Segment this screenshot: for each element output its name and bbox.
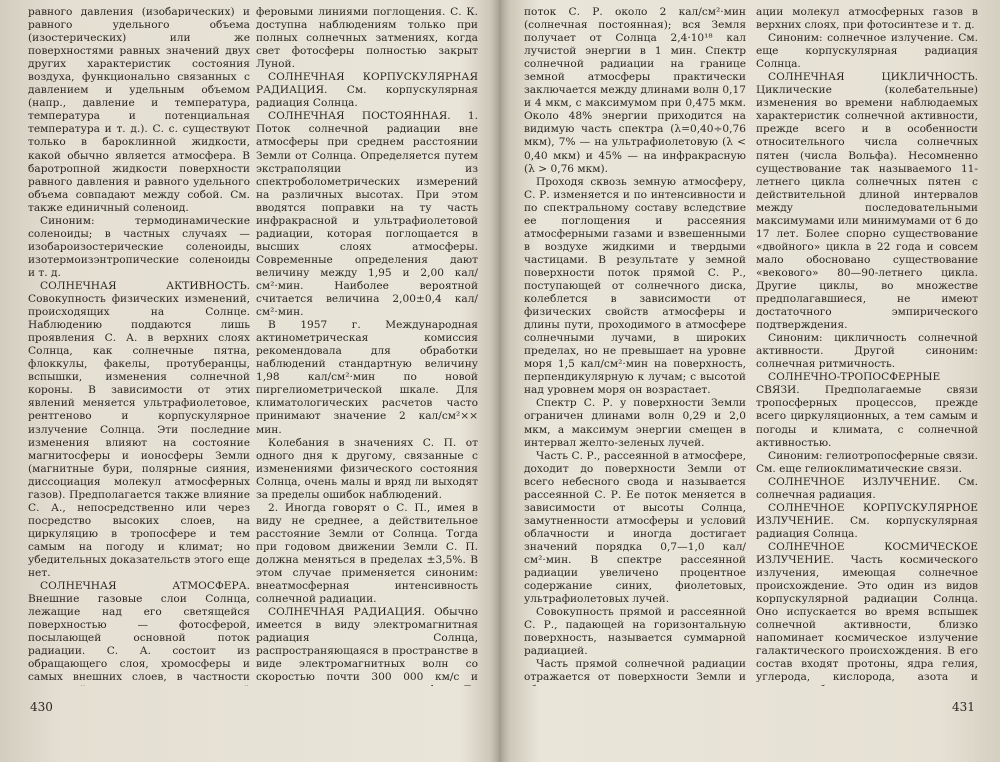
entry-solar-constant: СОЛНЕЧНАЯ ПОСТОЯННАЯ. 1. Поток солнечной радиации вне атмосферы при среднем расстоянии Земли от Солнца. Определяется путем экстраполяции из спектроболометрических измерений на различных высотах. При этом вводятся поправки на ту часть инфракрасной и ультрафиолетовой радиации, которая поглощается в высших слоях атмосферы. Современные определения дают величину между 1,95 и 2,00 кал/см²·мин. Наиболее вероятной считается величина 2,00±0,4 кал/см²·мин.: [256, 110, 478, 319]
entry-solar-emission: СОЛНЕЧНОЕ ИЗЛУЧЕНИЕ. См. солнечная радиация.: [756, 475, 978, 501]
left-page-column-1: [28, 6, 250, 686]
paragraph: В 1957 г. Международная актинометрическая комиссия рекомендовала для обработки наблюдений стандартную величину 1,98 кал/см²·мин по новой пиргелиометрической шкале. Для климатологических расчетов часто принимают значение 2 кал/см²×× мин.: [256, 319, 478, 436]
entry-solar-radiation: СОЛНЕЧНАЯ РАДИАЦИЯ. Обычно имеется в виду электромагнитная радиация Солнца, распространяющаяся в пространстве в виде электромагнитных волн со скоростью почти 300 000 км/с и: [256, 606, 478, 684]
paragraph: Синоним: гелиотропосферные связи. См. еще гелиоклиматические связи.: [756, 449, 978, 475]
paragraph: Часть прямой солнечной радиации отражается от поверхности Земли и: [524, 658, 746, 684]
entry-solar-corpuscular-emission: СОЛНЕЧНОЕ КОРПУСКУЛЯРНОЕ ИЗЛУЧЕНИЕ. См. корпускулярная радиация Солнца.: [756, 501, 978, 540]
paragraph: Совокупность прямой и рассеянной С. Р., падающей на горизонтальную поверхность, называется суммарной радиацией.: [524, 606, 746, 658]
paragraph: Синоним: солнечное излучение. См. еще корпускулярная радиация Солнца.: [756, 32, 978, 71]
entry-solar-cyclicity: СОЛНЕЧНАЯ ЦИКЛИЧНОСТЬ. Циклические (колебательные) изменения во времени наблюдаемых характеристик солнечной активности, прежде всего и в особенности относительного числа солнечных пятен (числа Вольфа). Несомненно существование так называемого 11-летнего цикла солнечных пятен с действительной длиной интервалов между последовательными максимумами или минимумами от 6 до 17 лет. Более спорно существование «двойного» цикла в 22 года и совсем мало обосновано существование «векового» 80—90-летнего цикла. Другие циклы, во множестве предполагавшиеся, не имеют достаточного эмпирического подтверждения.: [756, 71, 978, 332]
paragraph: Проходя сквозь земную атмосферу, С. Р. изменяется и по интенсивности и по спектральному составу вследствие ее поглощения и рассеяния атмосферными газами и взвешенными в воздухе жидкими и твердыми частицами. В результате у земной поверхности поток прямой С. Р., поступающей от солнечного диска, колеблется в зависимости от физических свойств атмосферы и длины пути, проходимого в атмосфере солнечными лучами, в широких пределах, но не превышает на уровне моря 1,5 кал/см²·мин на поверхность, перпендикулярную к лучам; с высотой над уровнем моря он возрастает.: [524, 175, 746, 397]
paragraph: поток С. Р. около 2 кал/см²·мин (солнечная постоянная); вся Земля получает от Солнца 2,4·10¹⁸ кал лучистой энергии в 1 мин. Спектр солнечной радиации на границе земной атмосферы практически заключается между длинами волн 0,17 и 4 мкм, с максимумом при 0,475 мкм. Около 48% энергии приходится на видимую часть спектра (λ=0,40÷0,76 мкм), 7% — на ультрафиолетовую (λ < 0,40 мкм) и 45% — на инфракрасную (λ > 0,76 мкм).: [524, 6, 746, 175]
right-page: [502, 0, 1000, 762]
paragraph: феровыми линиями поглощения. С. К. доступна наблюдениям только при полных солнечных затмениях, когда свет фотосферы полностью закрыт Луной.: [256, 6, 478, 71]
paragraph: 2. Иногда говорят о С. П., имея в виду не среднее, а действительное расстояние Земли от Солнца. Тогда при годовом движении Земли С. П. должна меняться в пределах ±3,5%. В этом случае применяется синоним: внеатмосферная интенсивность солнечной радиации.: [256, 501, 478, 606]
left-page-column-2: [256, 6, 478, 686]
entry-solar-activity: СОЛНЕЧНАЯ АКТИВНОСТЬ. Совокупность физических изменений, происходящих на Солнце. Наблюдению поддаются лишь проявления С. А. в верхних слоях Солнца, как солнечные пятна, флоккулы, факелы, протуберанцы, вспышки, изменения солнечной короны. В зависимости от этих явлений меняется ультрафиолетовое, рентгеново и корпускулярное излучение Солнца. Эти последние изменения влияют на состояние магнитосферы и ионосферы Земли (магнитные бури, полярные сияния, диссоциация молекул атмосферных газов). Предполагается также влияние С. А., непосредственно или через посредство высоких слоев, на циркуляцию в тропосфере и тем самым на погоду и климат; но убедительных доказательств этого еще нет.: [28, 279, 250, 580]
paragraph: равного давления (изобарических) и равного удельного объема (изостерических) или же поверхностями равных значений двух других характеристик состояния воздуха, функционально связанных с давлением и удельным объемом (напр., давление и температура, температура и потенциальная температура и т. д.). С. с. существуют только в бароклинной жидкости, какой обычно является атмосфера. В баротропной жидкости поверхности равного давления и равного удельного объема совпадают между собой. См. также единичный соленоид.: [28, 6, 250, 214]
paragraph: Спектр С. Р. у поверхности Земли ограничен длинами волн 0,29 и 2,0 мкм, а максимум энергии смещен в интервал желто-зеленых лучей.: [524, 397, 746, 449]
entry-solar-corpuscular-radiation: СОЛНЕЧНАЯ КОРПУСКУЛЯРНАЯ РАДИАЦИЯ. См. корпускулярная радиация Солнца.: [256, 71, 478, 110]
page-number: 430: [30, 700, 53, 714]
page-number: 431: [952, 700, 975, 714]
paragraph: Синоним: термодинамические соленоиды; в частных случаях — изобароизостерические соленоиды, изотермоизэнтропические соленоиды и т. д.: [28, 214, 250, 279]
entry-solar-atmosphere: СОЛНЕЧНАЯ АТМОСФЕРА. Внешние газовые слои Солнца, лежащие над его светящейся поверхностью — фотосферой, посылающей основной поток радиации. С. А. состоит из обращающего слоя, хромосферы и самых внешних слоев, в частности: [28, 580, 250, 684]
entry-solar-tropospheric-links: СОЛНЕЧНО-ТРОПОСФЕРНЫЕ СВЯЗИ. Предполагаемые связи тропосферных процессов, прежде всего циркуляционных, а тем самым и погоды и климата, с солнечной активностью.: [756, 371, 978, 449]
paragraph: Синоним: цикличность солнечной активности. Другой синоним: солнечная ритмичность.: [756, 332, 978, 371]
right-page-column-2: [756, 6, 978, 686]
right-page-column-1: [524, 6, 746, 686]
paragraph: Колебания в значениях С. П. от одного дня к другому, связанные с изменениями физического состояния Солнца, очень малы и вряд ли выходят за пределы ошибок наблюдений.: [256, 436, 478, 501]
paragraph: ации молекул атмосферных газов в верхних слоях, при фотосинтезе и т. д.: [756, 6, 978, 32]
entry-solar-cosmic-emission: СОЛНЕЧНОЕ КОСМИЧЕСКОЕ ИЗЛУЧЕНИЕ. Часть космического излучения, имеющая солнечное происхождение. Это один из видов корпускулярной радиации Солнца. Оно испускается во время вспышек солнечной активности, близко напоминает космическое излучение галактического происхождения. В его состав входят протоны, ядра гелия, углерода, кислорода, азота и: [756, 540, 978, 684]
left-page: [0, 0, 498, 762]
paragraph: Часть С. Р., рассеянной в атмосфере, доходит до поверхности Земли от всего небесного свода и называется рассеянной С. Р. Ее поток меняется в зависимости от высоты Солнца, замутненности атмосферы и условий облачности и иногда достигает значений порядка 0,7—1,0 кал/см²·мин. В спектре рассеянной радиации увеличено процентное содержание синих, фиолетовых, ультрафиолетовых лучей.: [524, 449, 746, 606]
